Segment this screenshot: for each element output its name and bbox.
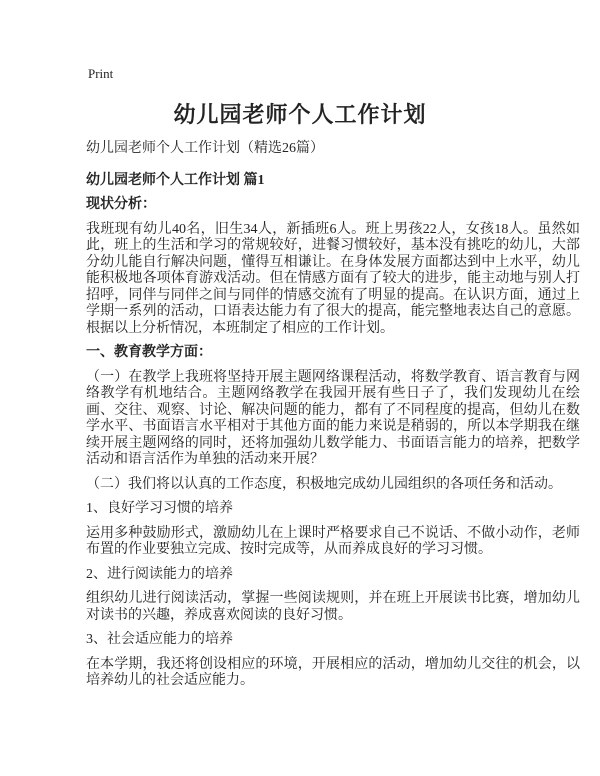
article-body [0,141,600,690]
print-button[interactable]: Print [88,66,114,81]
subtitle: 幼儿园老师个人工作计划（精选26篇） [86,141,324,156]
list-item-title: 1、良好学习习惯的培养 [86,501,233,516]
section-heading: 一、教育教学方面： [86,345,212,360]
page-title: 幼儿园老师个人工作计划 [173,102,427,127]
paragraph: 运用多种鼓励形式，激励幼儿在上课时严格要求自己不说话、不做小动作，老师布置的作业要独立完成、按时完成等，从而养成良好的学习习惯。 [86,525,580,557]
section-heading: 幼儿园老师个人工作计划 篇1 [86,172,265,188]
paragraph: （一）在教学上我班将坚持开展主题网络课程活动，将数学教育、语言教育与网络教学有机地结合。主题网络教学在我园开展有些日子了，我们发现幼儿在绘画、交往、观察、讨论、解决问题的能力，都有了不同程度的提高，但幼儿在数学水平、书面语言水平相对于其他方面的能力来说是稍弱的，所以本学期我在继续开展主题网络的同时，还将加强幼儿数学能力、书面语言能力的培养，把数学活动和语言活作为单独的活动来开展？ [86,369,580,467]
paragraph: 组织幼儿进行阅读活动，掌握一些阅读规则，并在班上开展读书比赛，增加幼儿对读书的兴趣，养成喜欢阅读的良好习惯。 [86,591,580,623]
list-item-title: 3、社会适应能力的培养 [86,632,233,647]
list-item-title: 2、进行阅读能力的培养 [86,566,233,582]
paragraph: （二）我们将以认真的工作态度，积极地完成幼儿园组织的各项任务和活动。 [86,476,562,492]
paragraph: 在本学期，我还将创设相应的环境，开展相应的活动，增加幼儿交往的机会，以培养幼儿的社会适应能力。 [86,656,580,688]
paragraph: 我班现有幼儿40名，旧生34人，新插班6人。班上男孩22人，女孩18人。虽然如此，班上的生活和学习的常规较好，进餐习惯较好，基本没有挑吃的幼儿，大部分幼儿能自行解决问题，懂得互相谦让。在身体发展方面都达到中上水平，幼儿能积极地各项体育游戏活动。但在情感方面有了较大的进步，能主动地与别人打招呼，同伴与同伴之间与同伴的情感交流有了明显的提高。在认识方面，通过上学期一系列的活动，口语表达能力有了很大的提高，能完整地表达自己的意愿。根据以上分析情况，本班制定了相应的工作计划。 [86,221,580,336]
section-heading: 现状分析： [86,197,156,212]
